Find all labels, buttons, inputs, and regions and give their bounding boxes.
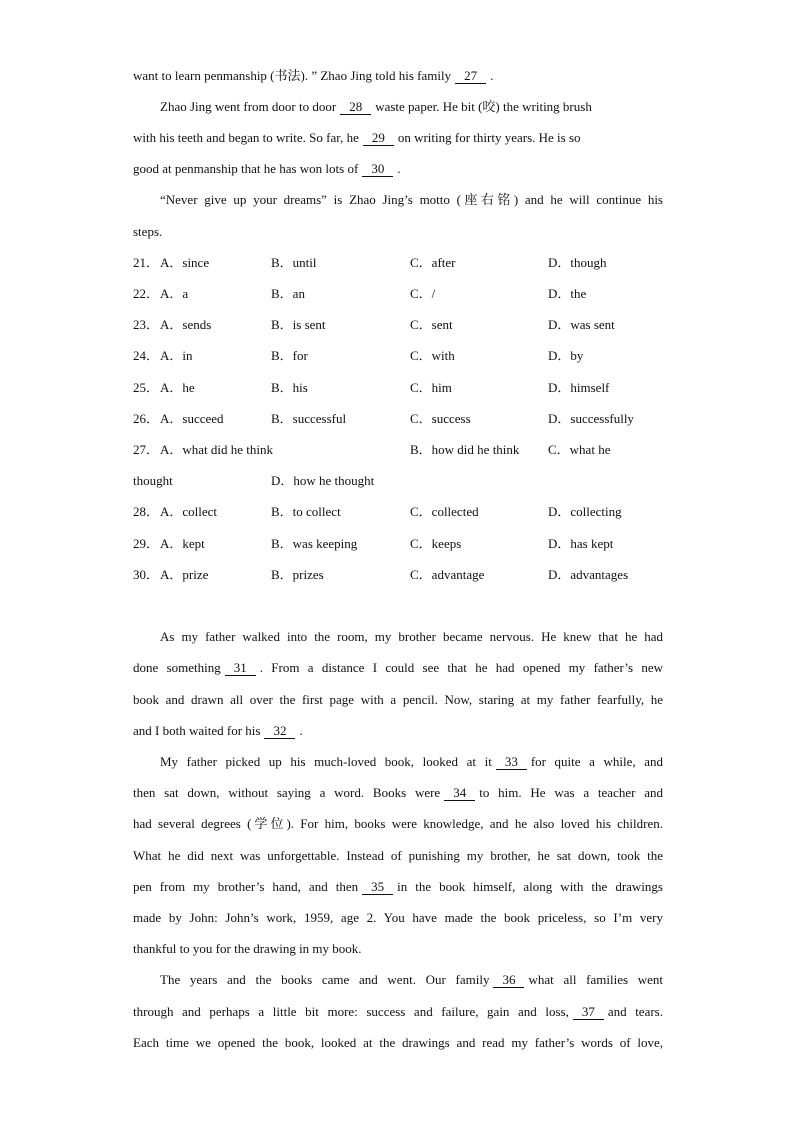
option-a[interactable]: A．he (160, 380, 195, 395)
question-number: 29． (133, 536, 160, 551)
passage2-line (133, 715, 663, 746)
option-d[interactable]: D．successfully (548, 411, 634, 426)
option-d[interactable]: D．was sent (548, 317, 615, 332)
option-a[interactable]: A．collect (160, 504, 218, 519)
text-segment: pen from my brother’s hand, and then (133, 879, 359, 894)
text-segment: on writing for thirty years. He is so (397, 130, 581, 145)
passage1-line: “Never give up your dreams” is Zhao Jing’s motto (座右铭) and he will continue his (160, 192, 663, 207)
blank-34[interactable]: 34 (444, 786, 475, 801)
text-segment: to him. He was a teacher and (479, 785, 663, 800)
blank-33[interactable]: 33 (496, 755, 527, 770)
option-d[interactable]: D．though (548, 255, 607, 270)
text-segment: done something (133, 660, 221, 675)
text-segment: . (397, 161, 401, 176)
option-a[interactable]: A．in (160, 348, 193, 363)
option-d[interactable]: D．himself (548, 380, 610, 395)
text-segment: Zhao Jing went from door to door (160, 99, 337, 114)
text-segment: . (490, 68, 494, 83)
text-segment: My father picked up his much-loved book, looked at it (160, 754, 492, 769)
option-a[interactable]: A．prize (160, 567, 209, 582)
passage1-line (133, 60, 663, 91)
text-segment: then sat down, without saying a word. Books were (133, 785, 441, 800)
option-d[interactable]: D．by (548, 348, 584, 363)
passage1-line (133, 153, 663, 184)
text-segment: The years and the books came and went. Our family (160, 972, 490, 987)
question-number: 21． (133, 255, 160, 270)
text-segment: . From a distance I could see that he had opened my father’s new (259, 660, 663, 675)
text-segment: . (299, 723, 303, 738)
option-b[interactable]: B．prizes (271, 567, 324, 582)
text-segment: in the book himself, along with the drawings (397, 879, 663, 894)
blank-35[interactable]: 35 (362, 880, 393, 895)
passage1-line: steps. (133, 224, 163, 239)
question-number: 26． (133, 411, 160, 426)
passage2-line (160, 964, 663, 995)
passage2-line: thankful to you for the drawing in my book. (133, 941, 362, 956)
option-c[interactable]: C．advantage (410, 567, 485, 582)
text-segment: and tears. (607, 1004, 663, 1019)
blank-29[interactable]: 29 (363, 131, 394, 146)
passage2-line (133, 871, 663, 902)
passage2-line: As my father walked into the room, my brother became nervous. He knew that he had (160, 629, 663, 644)
blank-36[interactable]: 36 (493, 973, 524, 988)
option-c[interactable]: C．/ (410, 286, 436, 301)
blank-37[interactable]: 37 (573, 1005, 604, 1020)
passage1-line (133, 122, 663, 153)
option-b[interactable]: B．until (271, 255, 317, 270)
question-number: 22． (133, 286, 160, 301)
text-segment: with his teeth and began to write. So far, he (133, 130, 359, 145)
passage2-line (133, 652, 663, 683)
option-d[interactable]: D．has kept (548, 536, 614, 551)
option-c[interactable]: C．him (410, 380, 452, 395)
blank-28[interactable]: 28 (340, 100, 371, 115)
question-number: 30． (133, 567, 160, 582)
question-number: 24． (133, 348, 160, 363)
text-segment: good at penmanship that he has won lots of (133, 161, 359, 176)
text-segment: and I both waited for his (133, 723, 261, 738)
question-number: 27． (133, 442, 160, 457)
option-b[interactable]: B．was keeping (271, 536, 358, 551)
passage1-line (160, 91, 663, 122)
option-a[interactable]: A．what did he think (160, 442, 274, 457)
option-c[interactable]: C．success (410, 411, 471, 426)
passage2-line: What he did next was unforgettable. Instead of punishing my brother, he sat down, took the (133, 848, 663, 863)
text-segment: waste paper. He bit (咬) the writing brush (375, 99, 592, 114)
option-a[interactable]: A．kept (160, 536, 205, 551)
option-a[interactable]: A．sends (160, 317, 212, 332)
blank-27[interactable]: 27 (455, 69, 486, 84)
text-segment: through and perhaps a little bit more: success and failure, gain and loss, (133, 1004, 569, 1019)
option-a[interactable]: A．a (160, 286, 189, 301)
option-b[interactable]: B．is sent (271, 317, 326, 332)
option-d[interactable]: D．how he thought (271, 473, 375, 488)
passage2-line: had several degrees (学位). For him, books were knowledge, and he also loved his children. (133, 816, 663, 831)
option-c[interactable]: C．sent (410, 317, 453, 332)
text-segment: want to learn penmanship (书法). ” Zhao Jing told his family (133, 68, 452, 83)
question-number: 23． (133, 317, 160, 332)
option-b[interactable]: B．how did he think (410, 442, 520, 457)
passage2-line (160, 746, 663, 777)
passage2-line (133, 777, 663, 808)
option-b[interactable]: B．for (271, 348, 308, 363)
option-c[interactable]: C．what he (548, 442, 611, 457)
option-c[interactable]: C．keeps (410, 536, 462, 551)
option-c[interactable]: C．collected (410, 504, 479, 519)
option-d[interactable]: D．the (548, 286, 587, 301)
blank-32[interactable]: 32 (264, 724, 295, 739)
option-a[interactable]: A．since (160, 255, 210, 270)
blank-31[interactable]: 31 (225, 661, 256, 676)
text-segment: what all families went (528, 972, 663, 987)
option-b[interactable]: B．to collect (271, 504, 341, 519)
question-number: 28． (133, 504, 160, 519)
option-b[interactable]: B．an (271, 286, 305, 301)
question-number: 25． (133, 380, 160, 395)
passage2-line: Each time we opened the book, looked at the drawings and read my father’s words of love, (133, 1035, 663, 1050)
passage2-line (133, 996, 663, 1027)
text-segment: for quite a while, and (530, 754, 663, 769)
option-c[interactable]: C．with (410, 348, 455, 363)
option-d[interactable]: D．collecting (548, 504, 622, 519)
option-c-continued: thought (133, 473, 173, 488)
blank-30[interactable]: 30 (362, 162, 393, 177)
option-a[interactable]: A．succeed (160, 411, 224, 426)
option-b[interactable]: B．successful (271, 411, 347, 426)
option-b[interactable]: B．his (271, 380, 308, 395)
passage2-line: made by John: John’s work, 1959, age 2. You have made the book priceless, so I’m very (133, 910, 663, 925)
option-d[interactable]: D．advantages (548, 567, 629, 582)
passage2-line: book and drawn all over the first page with a pencil. Now, staring at my father fearfully, he (133, 692, 663, 707)
option-c[interactable]: C．after (410, 255, 456, 270)
